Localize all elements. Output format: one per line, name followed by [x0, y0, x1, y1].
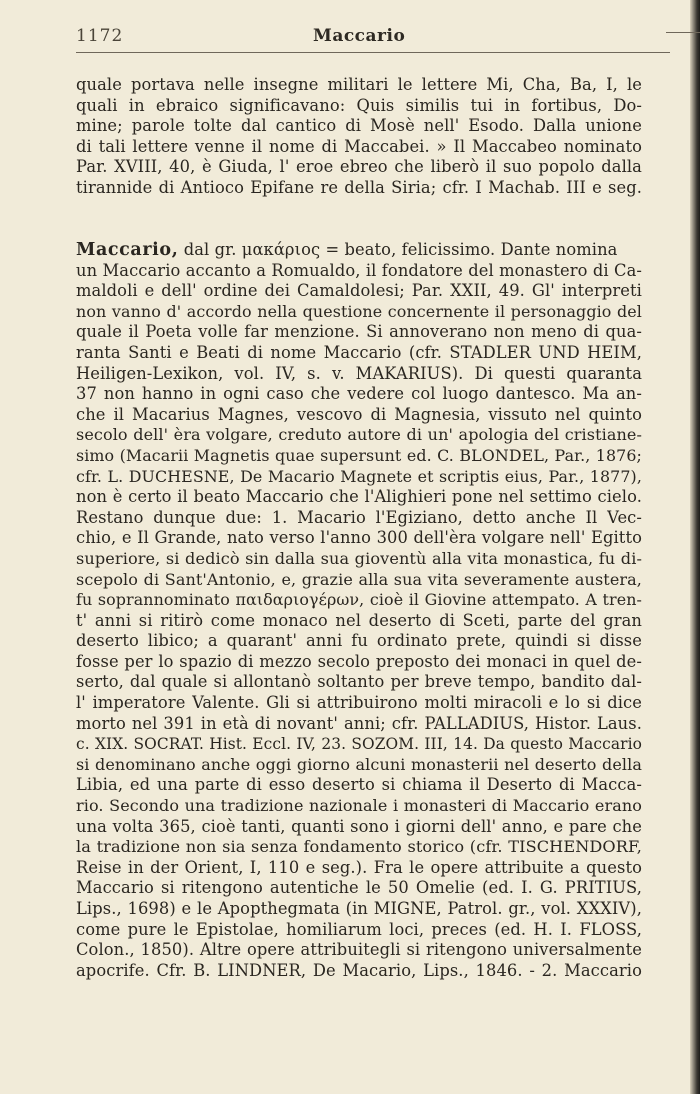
text-line: Heiligen-Lexikon, vol. IV, s. v. MAKARIUS). Di questi quaranta — [76, 363, 642, 383]
text-line: come pure le Epistolae, homiliarum loci, preces (ed. H. I. FLOSS, — [76, 919, 642, 939]
text-line: di tali lettere venne il nome di Maccabei. » Il Maccabeo nominato — [76, 136, 642, 156]
text-line: non è certo il beato Maccario che l'Alighieri pone nel settimo cielo. — [76, 487, 642, 507]
text-line: maldoli e dell' ordine dei Camaldolesi; Par. XXII, 49. Gl' interpreti — [76, 281, 642, 301]
text-line: superiore, si dedicò sin dalla sua gioventù alla vita monastica, fu di- — [76, 548, 642, 568]
entry-headword: Maccario, — [76, 240, 179, 260]
text-line: fosse per lo spazio di mezzo secolo preposto dei monaci in quel de- — [76, 651, 642, 671]
text-line: si denominano anche oggi giorno alcuni monasterii nel deserto della — [76, 754, 642, 774]
text-line: rio. Secondo una tradizione nazionale i monasteri di Maccario erano — [76, 796, 642, 816]
text-line: simo (Macarii Magnetis quae supersunt ed. C. BLONDEL, Par., 1876; — [76, 445, 642, 465]
entry-first-line — [76, 240, 642, 261]
text-line: secolo dell' èra volgare, creduto autore di un' apologia del cristiane- — [76, 425, 642, 445]
text-line: Reise in der Orient, I, 110 e seg.). Fra le opere attribuite a questo — [76, 857, 642, 877]
text-line: Restano dunque due: 1. Macario l'Egiziano, detto anche Il Vec- — [76, 507, 642, 527]
text-line: Maccario si ritengono autentiche le 50 Omelie (ed. I. G. PRITIUS, — [76, 878, 642, 898]
text-line: tirannide di Antioco Epifane re della Siria; cfr. I Machab. III e seg. — [76, 177, 642, 197]
text-line: quale portava nelle insegne militari le lettere Mi, Cha, Ba, I, le — [76, 75, 642, 94]
page-header — [76, 26, 670, 53]
text-line: apocrife. Cfr. B. LINDNER, De Macario, Lips., 1846. - 2. Maccario — [76, 960, 642, 980]
text-line: ranta Santi e Beati di nome Maccario (cfr. STADLER UND HEIM, — [76, 342, 642, 362]
page-edge — [690, 0, 700, 1094]
text-line: mine; parole tolte dal cantico di Mosè nell' Esodo. Dalla unione — [76, 116, 642, 136]
text-line: fu soprannominato παιδαριογέρων, cioè il Giovine attempato. A tren- — [76, 590, 642, 610]
text-line: Lips., 1698) e le Apopthegmata (in MIGNE, Patrol. gr., vol. XXXIV), — [76, 899, 642, 918]
paragraph-continuation — [76, 75, 642, 199]
page-number: 1172 — [76, 26, 124, 46]
text-line: quali in ebraico significavano: Quis similis tui in fortibus, Do- — [76, 95, 642, 115]
text-line: una volta 365, cioè tanti, quanti sono i giorni dell' anno, e pare che — [76, 816, 642, 836]
text-line: Libia, ed una parte di esso deserto si chiama il Deserto di Macca- — [76, 775, 642, 795]
text-line: chio, e Il Grande, nato verso l'anno 300 dell'èra volgare nell' Egitto — [76, 528, 642, 548]
text-line: 37 non hanno in ogni caso che vedere col luogo dantesco. Ma an- — [76, 384, 642, 404]
entry-maccario — [76, 240, 642, 981]
text-line: Colon., 1850). Altre opere attribuitegli si ritengono universalmente — [76, 940, 642, 960]
text-line: l' imperatore Valente. Gli si attribuirono molti miracoli e lo si dice — [76, 693, 642, 713]
running-head: Maccario — [313, 26, 406, 46]
text-line: Par. XVIII, 40, è Giuda, l' eroe ebreo che liberò il suo popolo dalla — [76, 157, 642, 177]
text-line: morto nel 391 in età di novant' anni; cfr. PALLADIUS, Histor. Laus. — [76, 713, 642, 733]
text-line: t' anni si ritirò come monaco nel deserto di Sceti, parte del gran — [76, 610, 642, 630]
text-line: c. XIX. SOCRAT. Hist. Eccl. IV, 23. SOZOM. III, 14. Da questo Maccario — [76, 735, 642, 754]
header-mark — [666, 32, 700, 33]
text-line: un Maccario accanto a Romualdo, il fondatore del monastero di Ca- — [76, 260, 642, 280]
text-line: quale il Poeta volle far menzione. Si annoverano non meno di qua- — [76, 322, 642, 342]
text-line: dal gr. μακάριος = beato, felicissimo. Dante nomina — [183, 240, 618, 259]
text-line: serto, dal quale si allontanò soltanto per breve tempo, bandito dal- — [76, 672, 642, 692]
text-line: deserto libico; a quarant' anni fu ordinato prete, quindi si disse — [76, 631, 642, 651]
text-line: non vanno d' accordo nella questione concernente il personaggio del — [76, 301, 642, 321]
text-line: la tradizione non sia senza fondamento storico (cfr. TISCHENDORF, — [76, 837, 642, 857]
text-line: scepolo di Sant'Antonio, e, grazie alla sua vita severamente austera, — [76, 569, 642, 589]
text-line: cfr. L. DUCHESNE, De Macario Magnete et scriptis eius, Par., 1877), — [76, 466, 642, 486]
text-line: che il Macarius Magnes, vescovo di Magnesia, vissuto nel quinto — [76, 404, 642, 424]
